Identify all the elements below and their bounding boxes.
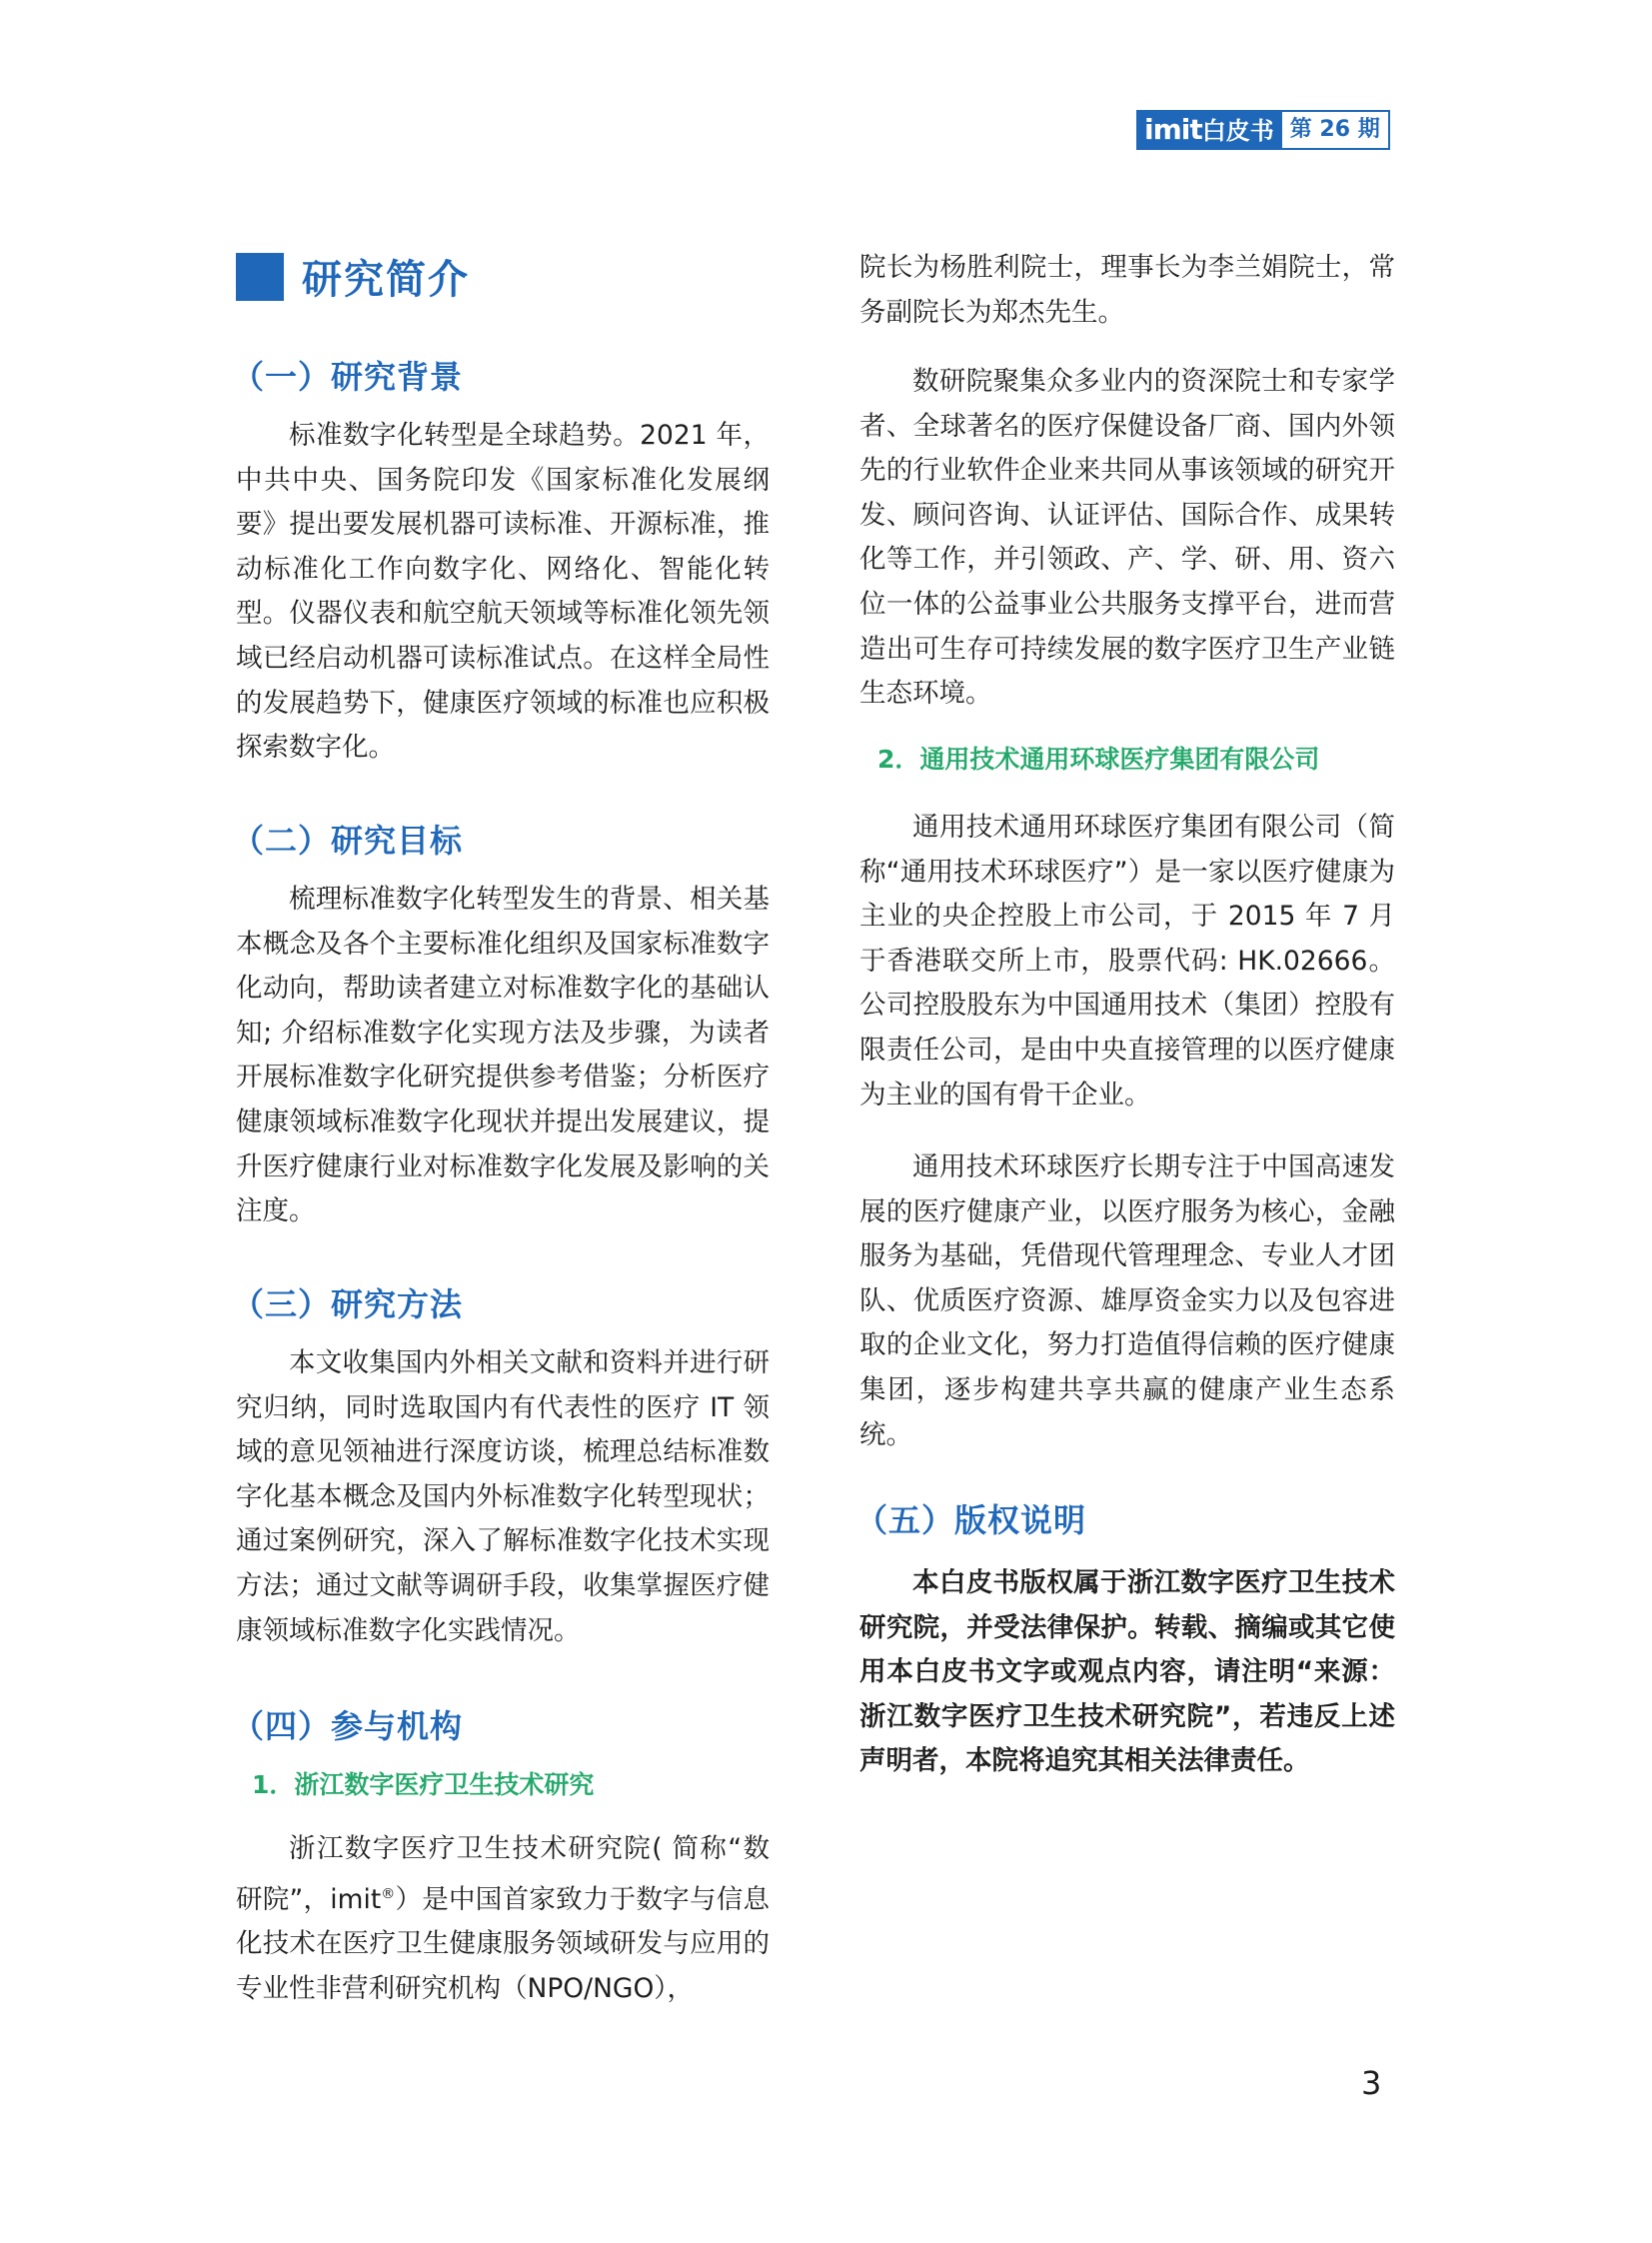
logo-cn: 白皮书 [1201,117,1274,145]
goal-paragraph: 梳理标准数字化转型发生的背景、相关基本概念及各个主要标准化组织及国家标准数字化动向，帮助读者建立对标准数字化的基础认知; 介绍标准数字化实现方法及步骤，为读者开展标准数字化研究提供参考借鉴；分析医疗健康领域标准数字化现状并提出发展建议，提升医疗健康行业对标准数字化发展及影响的关注度。 [236,884,770,1227]
goal-heading: （二）研究目标 [232,822,464,860]
method-paragraph: 本文收集国内外相关文献和资料并进行研究归纳，同时选取国内有代表性的医疗 IT 领域的意见领袖进行深度访谈，梳理总结标准数字化基本概念及国内外标准数字化转型现状；通过案例研究，深入了解标准数字化技术实现方法；通过文献等调研手段，收集掌握医疗健康领域标准数字化实践情况。 [236,1347,770,1646]
background-paragraph: 标准数字化转型是全球趋势。2021 年，中共中央、国务院印发《国家标准化发展纲要》提出要发展机器可读标准、开源标准，推动标准化工作向数字化、网络化、智能化转型。仪器仪表和航空航天领域等标准化领先领域已经启动机器可读标准试点。在这样全局性的发展趋势下，健康医疗领域的标准也应积极探索数字化。 [236,420,770,764]
section-title-text: 研究简介 [302,257,470,303]
logo-text: imit [1144,113,1202,146]
header-badge [1136,110,1390,150]
org1-text-b: ）是中国首家致力于数字与信息化技术在医疗卫生健康服务领域研发与应用的专业性非营利研究机构（NPO/NGO）， [236,1883,770,2004]
background-heading: （一）研究背景 [232,358,464,396]
org2-heading: 2．通用技术通用环球医疗集团有限公司 [877,745,1320,774]
section-title-square-icon [236,253,284,301]
orgs-heading: （四）参与机构 [232,1707,464,1745]
org1-text-a: 浙江数字医疗卫生技术研究院( 简称“数研院”，imit [236,1833,770,1915]
org2-paragraph-1: 通用技术通用环球医疗集团有限公司（简称“通用技术环球医疗”）是一家以医疗健康为主业的央企控股上市公司，于 2015 年 7 月于香港联交所上市，股票代码: HK.02666。公司控股股东为中国通用技术（集团）控股有限责任公司，是由中央直接管理的以医疗健康为主业的国有骨干企业。 [859,812,1395,1111]
org1-heading: 1．浙江数字医疗卫生技术研究 [252,1770,595,1799]
copyright-heading: （五）版权说明 [855,1501,1087,1539]
section-title [236,248,470,305]
copyright-paragraph: 本白皮书版权属于浙江数字医疗卫生技术研究院，并受法律保护。转载、摘编或其它使用本白皮书文字或观点内容，请注明“来源：浙江数字医疗卫生技术研究院”，若违反上述声明者，本院将追究其相关法律责任。 [859,1567,1395,1777]
org1-paragraph-2: 数研院聚集众多业内的资深院士和专家学者、全球著名的医疗保健设备厂商、国内外领先的行业软件企业来共同从事该领域的研究开发、顾问咨询、认证评估、国际合作、成果转化等工作，并引领政、产、学、研、用、资六位一体的公益事业公共服务支撑平台，进而营造出可生存可持续发展的数字医疗卫生产业链生态环境。 [859,366,1395,710]
org2-paragraph-2: 通用技术环球医疗长期专注于中国高速发展的医疗健康产业，以医疗服务为核心，金融服务为基础，凭借现代管理理念、专业人才团队、优质医疗资源、雄厚资金实力以及包容进取的企业文化，努力打造值得信赖的医疗健康集团，逐步构建共享共赢的健康产业生态系统。 [859,1151,1395,1450]
org1-paragraph-continued: 院长为杨胜利院士，理事长为李兰娟院士，常务副院长为郑杰先生。 [859,252,1395,328]
page-number: 3 [1361,2064,1382,2102]
brand-logo [1138,112,1282,148]
method-heading: （三）研究方法 [232,1285,464,1323]
registered-mark: ® [381,1885,396,1902]
org1-paragraph [236,1827,770,2011]
issue-number: 第 26 期 [1282,112,1388,148]
